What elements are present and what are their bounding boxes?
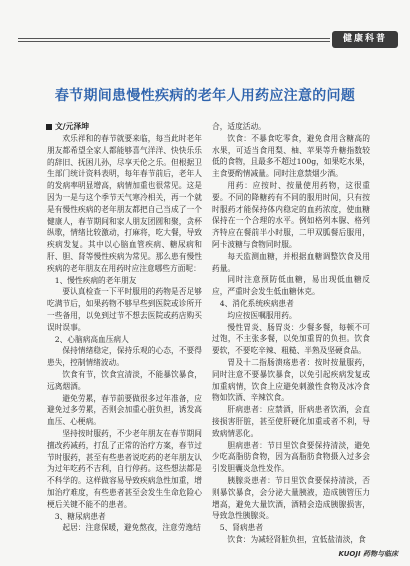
paragraph: 胆病患者：节日里饮食要保持清淡，避免少吃高脂肪食物，因为高脂肪食物摄入过多会引发胆囊炎急性发作。 xyxy=(212,440,370,474)
paragraph: 起居：注意保暖，避免熬夜，注意劳逸结 xyxy=(62,523,201,533)
right-column xyxy=(212,121,370,544)
paragraph: 同时注意预防低血糖，易出现低血糖反应，严重时会发生低血糖休克。 xyxy=(212,275,370,297)
square-bullet-icon xyxy=(46,124,52,130)
left-column xyxy=(47,133,202,536)
paragraph: 均应按医嘱服用药。 xyxy=(227,310,297,320)
header-rule xyxy=(18,38,330,42)
paragraph: 慢性胃炎、肠胃炎：少餐多餐，每顿不可过饱，不主张多餐，以免加重胃的负担。饮食要软，不要吃辛辣、粗糙、半熟及坚硬食品。 xyxy=(212,322,370,356)
paragraph: 避免劳累，春节前要做很多过年准备，应避免过多劳累，否则会加重心脏负担，诱发高血压、心梗病。 xyxy=(47,393,202,427)
paragraph: 每天监测血糖，并根据血糖调整饮食及用药量。 xyxy=(212,251,370,273)
page-footer-label: KUOJI 药物与临床 xyxy=(338,550,398,558)
section-heading: 3、糖尿病患者 xyxy=(54,511,106,521)
paragraph: 胃及十二指肠溃疡患者：按时按量服药，同时注意不要暴饮暴食，以免引起疾病发复或加重病情，饮食上应避免刺激性食物及冰冷食物如饮酒、辛辣饮食。 xyxy=(212,357,370,403)
section-heading: 4、消化系统疾病患者 xyxy=(219,298,294,308)
paragraph: 合，适度活动。 xyxy=(212,122,266,131)
author-name: 文/元泽坤 xyxy=(55,122,90,131)
paragraph: 饮食：不暴食吃零食，避免食用含糖高的水果，可适当食用梨、柚、苹果等升糖指数较低的食物，且最多不超过100g，如果吃水果，主食要酌情减量。同时注意禁烟少酒。 xyxy=(212,133,370,179)
author-line xyxy=(46,121,89,132)
paragraph: 饮食有节，饮食宜清淡，不能暴饮暴食，远离烟酒。 xyxy=(47,369,202,391)
paragraph: 欢乐祥和的春节就要来临，每当此时老年朋友都希望全家人都能够喜气洋洋、快快乐乐的辞旧、抚困儿孙，尽享天伦之乐。但根据卫生部门统计资料表明，每年春节前后，老年人的发病率明显增高，病情加重也很常见。这是因为一是与这个季节天气寒冷相关，再一个就是有慢性疾病的老年朋友都把自己当成了一个健康人，春节期间和家人朋友团圆和聚，贪杯纵歌，情绪比较激动，打麻将，吃大餐，导致疾病发复。其中以心脑血管疾病、糖尿病和肝、胆、肾等慢性疾病为常见。那么患有慢性疾病的老年朋友在用药时应注意哪些方面呢： xyxy=(47,134,202,273)
paragraph: 肝病患者：应禁酒，肝病患者饮酒，会直接损害肝脏，甚至使肝硬化加重或者不利，导致病情恶化。 xyxy=(212,405,370,438)
section-heading: 1、慢性疾病的老年朋友 xyxy=(54,275,137,285)
paragraph: 坚持按时服药，不少老年朋友在春节期间擅改药减药，打乱了正常的治疗方案，春节过节时服药，甚至有些患者说吃药的老年朋友认为过年吃药不吉利，自行停药。这些想法都是不科学的。这样做容易导致疾病急性加重，增加治疗难度，有些患者甚至会发生生命危险心梗后关键不能不的患者。 xyxy=(47,428,202,509)
section-heading: 2、心脑病高血压病人 xyxy=(54,334,129,344)
paragraph: 要认真检查一下平时服用的药物是否足够吃满节后，如果药物不够早些到医院或诊所开一些备用，以免到过节不想去医院或药店购买误时误事。 xyxy=(47,287,202,332)
paragraph: 用药：应按时、按量使用药物，这很重要。不同的降糖药有不同的服用时间，只有按时服药才能保持体内稳定的血药浓度，使血糖保持在一个合理的水平。例如格列本脲、格列齐特应在餐前半小时服，二甲双胍餐后服用，阿卡波糖与食物同时服。 xyxy=(212,180,370,249)
paragraph: 胰腺炎患者：节日里饮食要保持清淡，否则暴饮暴食，会分泌大量胰液，造成胰管压力增高，避免大量饮酒，酒精会造成胰腺损害，导致急性胰腺炎。 xyxy=(212,475,370,521)
article-title: 春节期间患慢性疾病的老年人用药应注意的问题 xyxy=(54,88,356,104)
section-heading: 5、肾病患者 xyxy=(219,523,264,533)
paragraph: 保持情绪稳定，保持乐观的心态，不要得患失，控制情绪波动。 xyxy=(47,346,202,368)
section-badge: 健康科普 xyxy=(332,31,398,48)
paragraph: 饮食：为减轻肾脏负担，宜低盐清淡，食 xyxy=(227,534,366,544)
